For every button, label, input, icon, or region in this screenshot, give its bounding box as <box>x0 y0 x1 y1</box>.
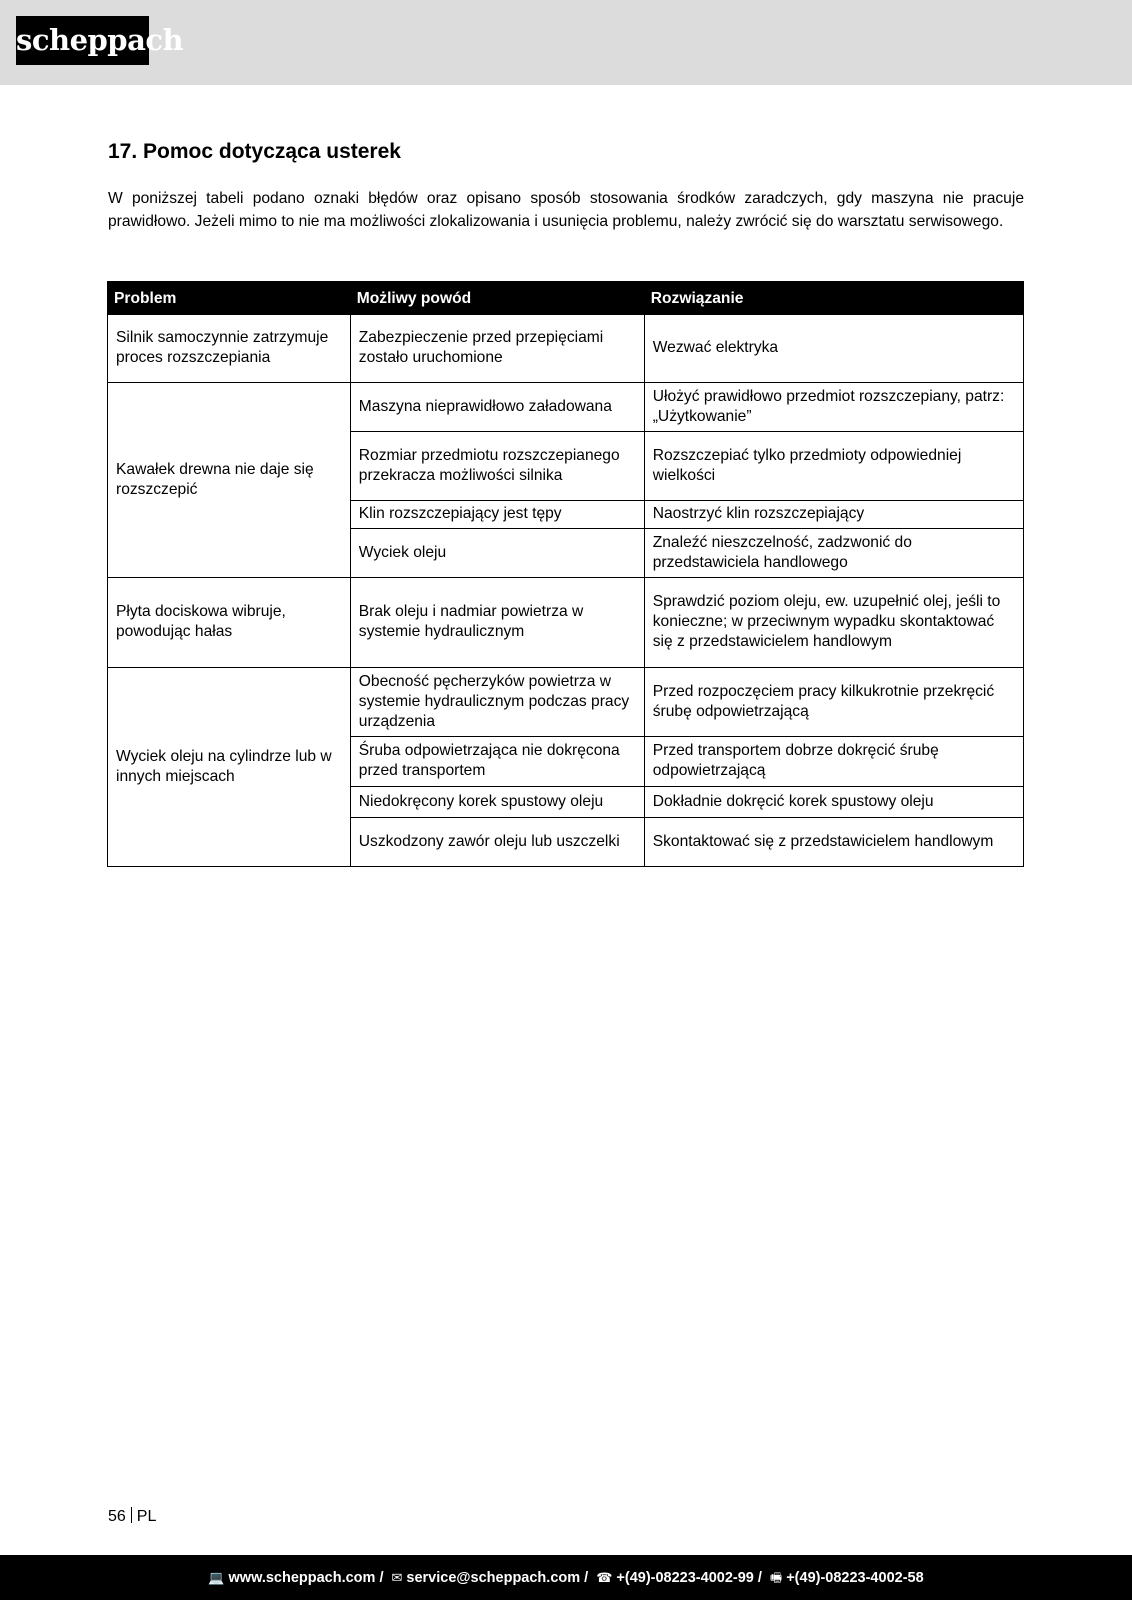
troubleshooting-table <box>107 281 1024 867</box>
table-row <box>108 668 1024 737</box>
scheppach-logo: scheppach <box>16 16 149 65</box>
cause-cell: Wyciek oleju <box>350 529 644 578</box>
footer-website-link[interactable]: www.scheppach.com <box>228 1570 376 1586</box>
table-row <box>108 315 1024 383</box>
problem-cell: Silnik samoczynnie zatrzymuje proces rozszczepiania <box>108 315 351 383</box>
cause-cell: Śruba odpowietrzająca nie dokręcona przed transportem <box>350 737 644 787</box>
solution-cell: Naostrzyć klin rozszczepiający <box>644 501 1023 529</box>
footer-separator: / <box>757 1570 762 1586</box>
cause-cell: Klin rozszczepiający jest tępy <box>350 501 644 529</box>
table-header-row <box>108 282 1024 315</box>
email-icon: ✉ <box>391 1570 403 1585</box>
solution-cell: Sprawdzić poziom oleju, ew. uzupełnić olej, jeśli to konieczne; w przeciwnym wypadku skontaktować się z przedstawicielem handlowym <box>644 578 1023 668</box>
cause-cell: Rozmiar przedmiotu rozszczepianego przekracza możliwości silnika <box>350 432 644 501</box>
fax-icon: 🖷 <box>769 1570 783 1585</box>
solution-cell: Znaleźć nieszczelność, zadzwonić do przedstawiciela handlowego <box>644 529 1023 578</box>
computer-icon: 💻 <box>208 1570 225 1585</box>
solution-cell: Skontaktować się z przedstawicielem handlowym <box>644 818 1023 867</box>
header-problem: Problem <box>108 282 351 315</box>
page-number <box>108 1507 156 1526</box>
solution-cell: Wezwać elektryka <box>644 315 1023 383</box>
header-band <box>0 0 1132 85</box>
header-solution: Rozwiązanie <box>644 282 1023 315</box>
page-number-value: 56 <box>108 1508 126 1525</box>
cause-cell: Obecność pęcherzyków powietrza w systemie hydraulicznym podczas pracy urządzenia <box>350 668 644 737</box>
footer-separator: / <box>379 1570 384 1586</box>
solution-cell: Ułożyć prawidłowo przedmiot rozszczepiany, patrz: „Użytkowanie” <box>644 383 1023 432</box>
footer-bar <box>0 1555 1132 1600</box>
solution-cell: Rozszczepiać tylko przedmioty odpowiedniej wielkości <box>644 432 1023 501</box>
table-row <box>108 383 1024 432</box>
phone-icon: ☎ <box>596 1570 613 1585</box>
cause-cell: Zabezpieczenie przed przepięciami zostało uruchomione <box>350 315 644 383</box>
problem-cell: Płyta dociskowa wibruje, powodując hałas <box>108 578 351 668</box>
header-cause: Możliwy powód <box>350 282 644 315</box>
page-number-divider <box>131 1507 132 1523</box>
cause-cell: Brak oleju i nadmiar powietrza w systemie hydraulicznym <box>350 578 644 668</box>
cause-cell: Uszkodzony zawór oleju lub uszczelki <box>350 818 644 867</box>
page-language: PL <box>136 1508 157 1525</box>
cause-cell: Maszyna nieprawidłowo załadowana <box>350 383 644 432</box>
footer-fax: +(49)-08223-4002-58 <box>786 1570 924 1586</box>
problem-cell: Kawałek drewna nie daje się rozszczepić <box>108 383 351 578</box>
intro-paragraph: W poniższej tabeli podano oznaki błędów oraz opisano sposób stosowania środków zaradczych, gdy maszyna nie pracuje prawidłowo. Jeżeli mimo to nie ma możliwości zlokalizowania i usunięcia problemu, należy zwrócić się do warsztatu serwisowego. <box>108 190 1024 230</box>
problem-cell: Wyciek oleju na cylindrze lub w innych miejscach <box>108 668 351 867</box>
footer-separator: / <box>584 1570 589 1586</box>
table-row <box>108 578 1024 668</box>
cause-cell: Niedokręcony korek spustowy oleju <box>350 787 644 818</box>
footer-email-link[interactable]: service@scheppach.com <box>406 1570 581 1586</box>
solution-cell: Przed transportem dobrze dokręcić śrubę odpowietrzającą <box>644 737 1023 787</box>
solution-cell: Dokładnie dokręcić korek spustowy oleju <box>644 787 1023 818</box>
footer-phone: +(49)-08223-4002-99 <box>616 1570 754 1586</box>
section-title: 17. Pomoc dotycząca usterek <box>108 140 401 163</box>
solution-cell: Przed rozpoczęciem pracy kilkukrotnie przekręcić śrubę odpowietrzającą <box>644 668 1023 737</box>
